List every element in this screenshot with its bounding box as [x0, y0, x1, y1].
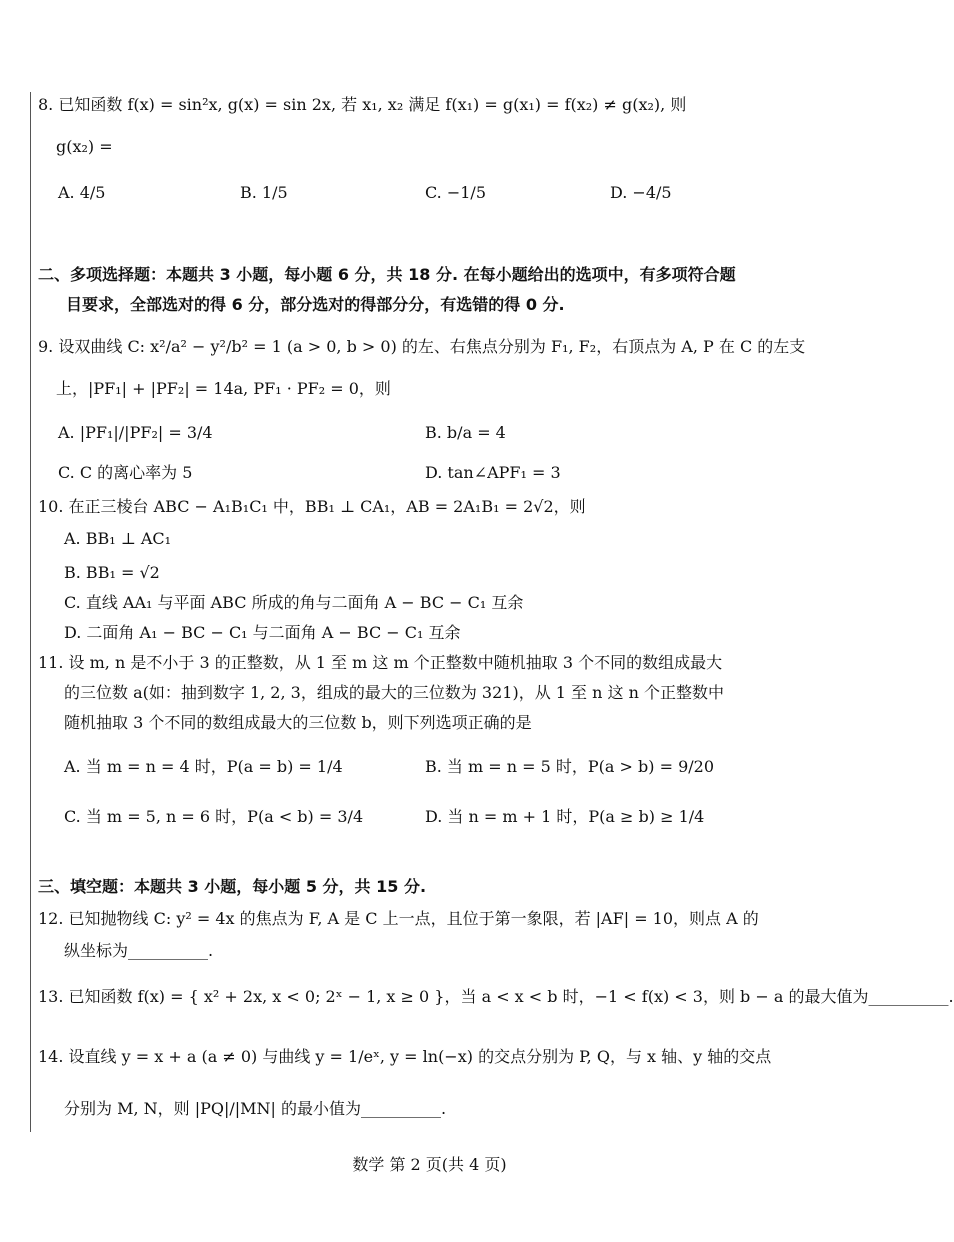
- q8-stem-line1: 8. 已知函数 f(x) = sin²x, g(x) = sin 2x, 若 x₁, x₂ 满足 f(x₁) = g(x₁) = f(x₂) ≠ g(x₂), 则: [38, 95, 687, 114]
- q14-stem-line2: 分别为 M, N，则 |PQ|/|MN| 的最小值为__________.: [64, 1099, 447, 1118]
- q9-stem-line1: 9. 设双曲线 C: x²/a² − y²/b² = 1 (a > 0, b > 0) 的左、右焦点分别为 F₁, F₂，右顶点为 A, P 在 C 的左支: [38, 337, 806, 356]
- q10-option-d: D. 二面角 A₁ − BC − C₁ 与二面角 A − BC − C₁ 互余: [64, 623, 461, 642]
- q8-option-a: A. 4/5: [58, 183, 106, 202]
- section2-title-line1: 二、多项选择题：本题共 3 小题，每小题 6 分，共 18 分. 在每小题给出的选项中，有多项符合题: [38, 265, 736, 284]
- q9-option-b: B. b/a = 4: [425, 423, 506, 442]
- q13-stem: 13. 已知函数 f(x) = { x² + 2x, x < 0; 2ˣ − 1, x ≥ 0 }，当 a < x < b 时，−1 < f(x) < 3，则 b − a 的最大值为__________.: [38, 987, 954, 1006]
- q14-stem-line1: 14. 设直线 y = x + a (a ≠ 0) 与曲线 y = 1/eˣ, y = ln(−x) 的交点分别为 P, Q，与 x 轴、y 轴的交点: [38, 1047, 772, 1066]
- q9-option-d: D. tan∠APF₁ = 3: [425, 463, 561, 482]
- q11-option-a: A. 当 m = n = 4 时，P(a = b) = 1/4: [64, 757, 343, 776]
- q12-stem-line2: 纵坐标为__________.: [64, 941, 214, 960]
- page-footer: 数学 第 2 页(共 4 页): [352, 1155, 507, 1174]
- q9-option-c: C. C 的离心率为 5: [58, 463, 193, 482]
- q8-option-d: D. −4/5: [610, 183, 672, 202]
- q11-stem-line1: 11. 设 m, n 是不小于 3 的正整数，从 1 至 m 这 m 个正整数中随机抽取 3 个不同的数组成最大: [38, 653, 723, 672]
- q8-stem-line2: g(x₂) =: [56, 137, 113, 156]
- q11-option-b: B. 当 m = n = 5 时，P(a > b) = 9/20: [425, 757, 715, 776]
- q10-stem: 10. 在正三棱台 ABC − A₁B₁C₁ 中，BB₁ ⊥ CA₁，AB = 2A₁B₁ = 2√2，则: [38, 497, 586, 516]
- q9-stem-line2: 上，|PF₁| + |PF₂| = 14a, PF₁ · PF₂ = 0，则: [56, 379, 391, 398]
- section3-title: 三、填空题：本题共 3 小题，每小题 5 分，共 15 分.: [38, 877, 427, 896]
- q8-option-c: C. −1/5: [425, 183, 486, 202]
- q8-option-b: B. 1/5: [240, 183, 288, 202]
- left-margin-rule: [30, 92, 31, 1132]
- section2-title-line2: 目要求，全部选对的得 6 分，部分选对的得部分分，有选错的得 0 分.: [66, 295, 565, 314]
- q11-option-c: C. 当 m = 5, n = 6 时，P(a < b) = 3/4: [64, 807, 364, 826]
- q12-stem-line1: 12. 已知抛物线 C: y² = 4x 的焦点为 F, A 是 C 上一点，且位于第一象限，若 |AF| = 10，则点 A 的: [38, 909, 759, 928]
- q11-stem-line3: 随机抽取 3 个不同的数组成最大的三位数 b，则下列选项正确的是: [64, 713, 532, 732]
- q10-option-b: B. BB₁ = √2: [64, 563, 160, 582]
- q10-option-c: C. 直线 AA₁ 与平面 ABC 所成的角与二面角 A − BC − C₁ 互余: [64, 593, 524, 612]
- q9-option-a: A. |PF₁|/|PF₂| = 3/4: [58, 423, 213, 442]
- q10-option-a: A. BB₁ ⊥ AC₁: [64, 529, 172, 548]
- q11-stem-line2: 的三位数 a(如：抽到数字 1, 2, 3，组成的最大的三位数为 321)，从 1 至 n 这 n 个正整数中: [64, 683, 725, 702]
- q11-option-d: D. 当 n = m + 1 时，P(a ≥ b) ≥ 1/4: [425, 807, 705, 826]
